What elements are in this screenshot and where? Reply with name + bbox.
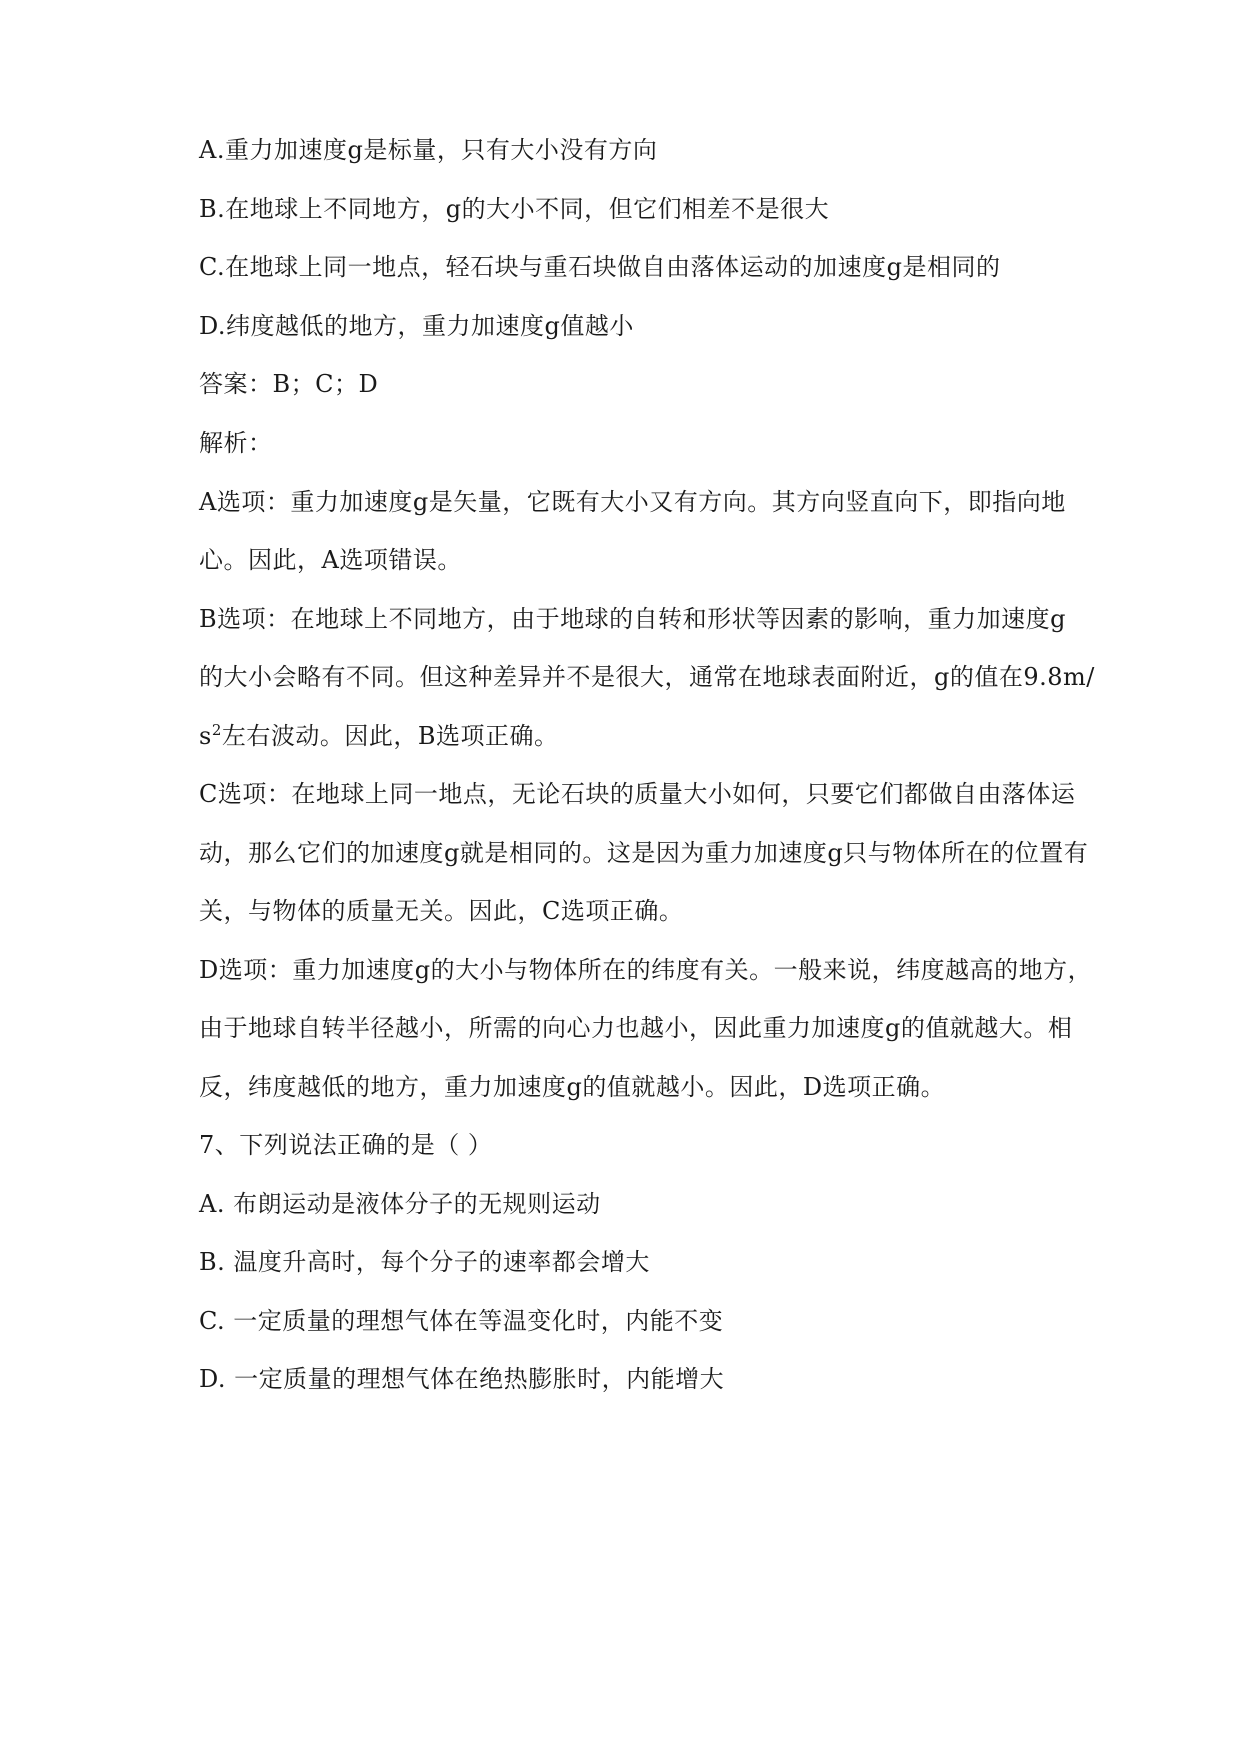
question-7-stem: 7、下列说法正确的是（ ） (199, 1131, 493, 1159)
unit-exponent: 2 (211, 721, 222, 739)
answer-line: 答案：B；C；D (199, 370, 379, 398)
analysis-b-line-3-text: 左右波动。因此，B选项正确。 (221, 722, 559, 750)
option-c: C.在地球上同一地点，轻石块与重石块做自由落体运动的加速度g是相同的 (199, 253, 1001, 281)
analysis-c-line-1: C选项：在地球上同一地点，无论石块的质量大小如何，只要它们都做自由落体运 (199, 780, 1076, 808)
option-b: B.在地球上不同地方，g的大小不同，但它们相差不是很大 (199, 195, 830, 223)
analysis-d-line-3: 反，纬度越低的地方，重力加速度g的值就越小。因此，D选项正确。 (199, 1073, 946, 1101)
question-7-option-d: D. 一定质量的理想气体在绝热膨胀时，内能增大 (199, 1365, 725, 1393)
option-a: A.重力加速度g是标量，只有大小没有方向 (199, 136, 658, 164)
analysis-b-line-1: B选项：在地球上不同地方，由于地球的自转和形状等因素的影响，重力加速度g (199, 605, 1066, 633)
question-7-option-b: B. 温度升高时，每个分子的速率都会增大 (199, 1248, 650, 1276)
analysis-a-line-2: 心。因此，A选项错误。 (199, 546, 462, 574)
analysis-b-line-3 (199, 720, 559, 752)
analysis-c-line-2: 动，那么它们的加速度g就是相同的。这是因为重力加速度g只与物体所在的位置有 (199, 839, 1089, 867)
question-7-option-a: A. 布朗运动是液体分子的无规则运动 (199, 1190, 601, 1218)
analysis-label: 解析： (199, 429, 273, 457)
analysis-c-line-3: 关，与物体的质量无关。因此，C选项正确。 (199, 897, 684, 925)
analysis-a-line-1: A选项：重力加速度g是矢量，它既有大小又有方向。其方向竖直向下，即指向地 (199, 488, 1066, 516)
analysis-b-line-2: 的大小会略有不同。但这种差异并不是很大，通常在地球表面附近，g的值在9.8m/ (199, 663, 1095, 691)
option-d: D.纬度越低的地方，重力加速度g值越小 (199, 312, 634, 340)
analysis-d-line-2: 由于地球自转半径越小，所需的向心力也越小，因此重力加速度g的值就越大。相 (199, 1014, 1073, 1042)
unit-base: s (199, 722, 212, 750)
question-7-option-c: C. 一定质量的理想气体在等温变化时，内能不变 (199, 1307, 724, 1335)
analysis-d-line-1: D选项：重力加速度g的大小与物体所在的纬度有关。一般来说，纬度越高的地方， (199, 956, 1093, 984)
